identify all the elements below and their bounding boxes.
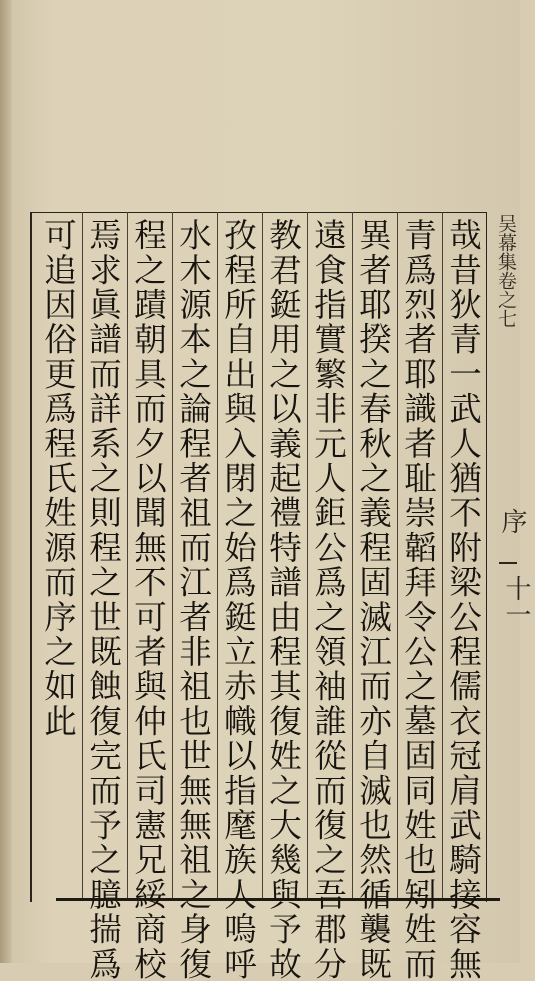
column-rule xyxy=(172,212,173,898)
banxin-book-title: 吴幕集卷之七 xyxy=(495,214,517,328)
text-column-2: 青爲烈者耶識者耻崇韜拜令公之墓固同姓也矧姓而 xyxy=(399,218,438,981)
column-rule xyxy=(307,212,308,898)
column-rule xyxy=(82,212,83,898)
column-rule xyxy=(217,212,218,898)
text-column-8: 程之蹟朝具而夕以聞無不可者與仲氏司憲兄綏商校 xyxy=(129,218,168,981)
frame-top-border xyxy=(30,212,486,213)
text-column-3: 異者耶揆之春秋之義程固滅江而亦自滅也然循襲既 xyxy=(354,218,393,981)
banxin-page-number: 十一 xyxy=(501,575,531,627)
column-rule xyxy=(397,212,398,898)
text-column-9: 焉求眞譜而詳系之則程之世既蝕復完而予之臆揣爲 xyxy=(84,218,123,981)
text-column-7: 水木源本之論程者祖而江者非祖也世無無祖之身復 xyxy=(174,218,213,981)
column-rule xyxy=(442,212,443,898)
book-spine-shadow xyxy=(0,0,12,963)
column-rule xyxy=(127,212,128,898)
column-rule xyxy=(352,212,353,898)
banxin-fish-tail-mark xyxy=(499,562,517,574)
frame-left-border xyxy=(30,212,32,902)
text-column-10: 可追因俗更爲程氏姓源而序之如此 xyxy=(39,218,78,739)
column-rule xyxy=(262,212,263,898)
banxin-section-label: 序 xyxy=(497,508,527,534)
text-column-6: 孜程所自出與入閉之始爲鋌立赤幟以指麾族人嗚呼 xyxy=(219,218,258,981)
text-column-4: 遠食指實繁非元人鉅公爲之領袖誰從而復之吾郡分 xyxy=(309,218,348,981)
text-column-5: 教君鋌用之以義起禮特譜由程其復姓之大幾與予故 xyxy=(264,218,303,981)
text-column-1: 哉昔狄青一武人猶不附梁公程儒衣冠肩武騎接容無 xyxy=(444,218,483,981)
